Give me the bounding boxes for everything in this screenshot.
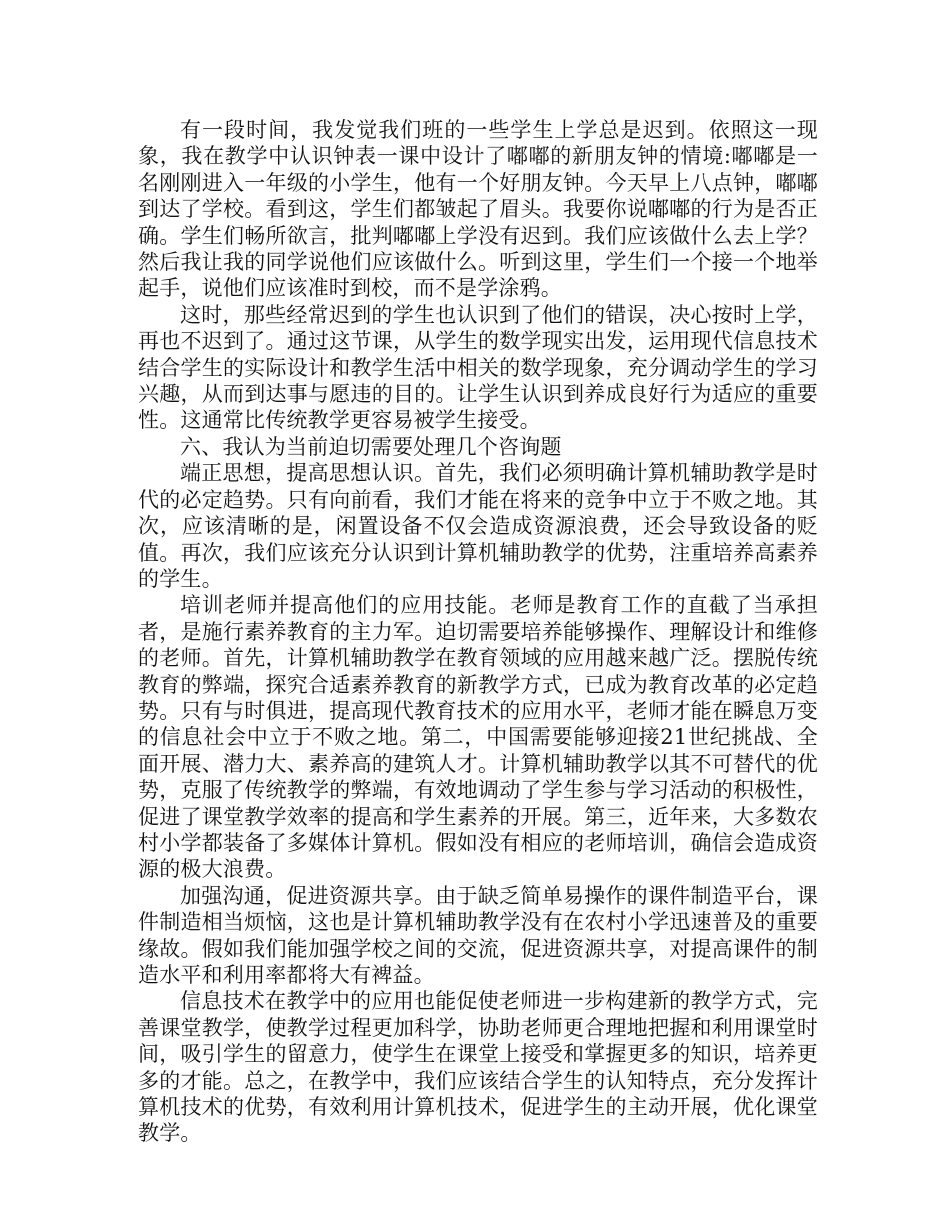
paragraph-teacher-training: 培训老师并提高他们的应用技能。老师是教育工作的直截了当承担者，是施行素养教育的主力军。迫切需要培养能够操作、理解设计和维修的老师。首先，计算机辅助教学在教育领域的应用越来越广泛。摆脱传统教育的弊端，探究合适素养教育的新教学方式，已成为教育改革的必定趋势。只有与时俱进，提高现代教育技术的应用水平，老师才能在瞬息万变的信息社会中立于不败之地。第二，中国需要能够迎接21世纪挑战、全面开展、潜力大、素养高的建筑人才。计算机辅助教学以其不可替代的优势，克服了传统教学的弊端，有效地调动了学生参与学习活动的积极性，促进了课堂教学效率的提高和学生素养的开展。第三，近年来，大多数农村小学都装备了多媒体计算机。假如没有相应的老师培训，确信会造成资源的极大浪费。 bbox=[138, 593, 818, 882]
paragraph-conclusion: 信息技术在教学中的应用也能促使老师进一步构建新的教学方式，完善课堂教学，使教学过程更加科学，协助老师更合理地把握和利用课堂时间，吸引学生的留意力，使学生在课堂上接受和掌握更多的知识，培养更多的才能。总之，在教学中，我们应该结合学生的认知特点，充分发挥计算机技术的优势，有效利用计算机技术，促进学生的主动开展，优化课堂教学。 bbox=[138, 989, 818, 1146]
paragraph-correct-thinking: 端正思想，提高思想认识。首先，我们必须明确计算机辅助教学是时代的必定趋势。只有向前看，我们才能在将来的竞争中立于不败之地。其次，应该清晰的是，闲置设备不仅会造成资源浪费，还会导致设备的贬值。再次，我们应该充分认识到计算机辅助教学的优势，注重培养高素养的学生。 bbox=[138, 461, 818, 591]
paragraph-late-students-story: 有一段时间，我发觉我们班的一些学生上学总是迟到。依照这一现象，我在教学中认识钟表一课中设计了嘟嘟的新朋友钟的情境:嘟嘟是一名刚刚进入一年级的小学生，他有一个好朋友钟。今天早上八点钟，嘟嘟到达了学校。看到这，学生们都皱起了眉头。我要你说嘟嘟的行为是否正确。学生们畅所欲言，批判嘟嘟上学没有迟到。我们应该做什么去上学？然后我让我的同学说他们应该做什么。听到这里，学生们一个接一个地举起手，说他们应该准时到校，而不是学涂鸦。 bbox=[138, 118, 818, 301]
section-heading-six: 六、我认为当前迫切需要处理几个咨询题 bbox=[180, 434, 562, 459]
document-body bbox=[138, 117, 818, 1147]
paragraph-lesson-outcome: 这时，那些经常迟到的学生也认识到了他们的错误，决心按时上学，再也不迟到了。通过这节课，从学生的数学现实出发，运用现代信息技术结合学生的实际设计和教学生活中相关的数学现象，充分调动学生的学习兴趣，从而到达事与愿违的目的。让学生认识到养成良好行为适应的重要性。这通常比传统教学更容易被学生接受。 bbox=[138, 302, 818, 433]
paragraph-resource-sharing: 加强沟通，促进资源共享。由于缺乏简单易操作的课件制造平台，课件制造相当烦恼，这也是计算机辅助教学没有在农村小学迅速普及的重要缘故。假如我们能加强学校之间的交流，促进资源共享，对提高课件的制造水平和利用率都将大有裨益。 bbox=[138, 883, 818, 987]
